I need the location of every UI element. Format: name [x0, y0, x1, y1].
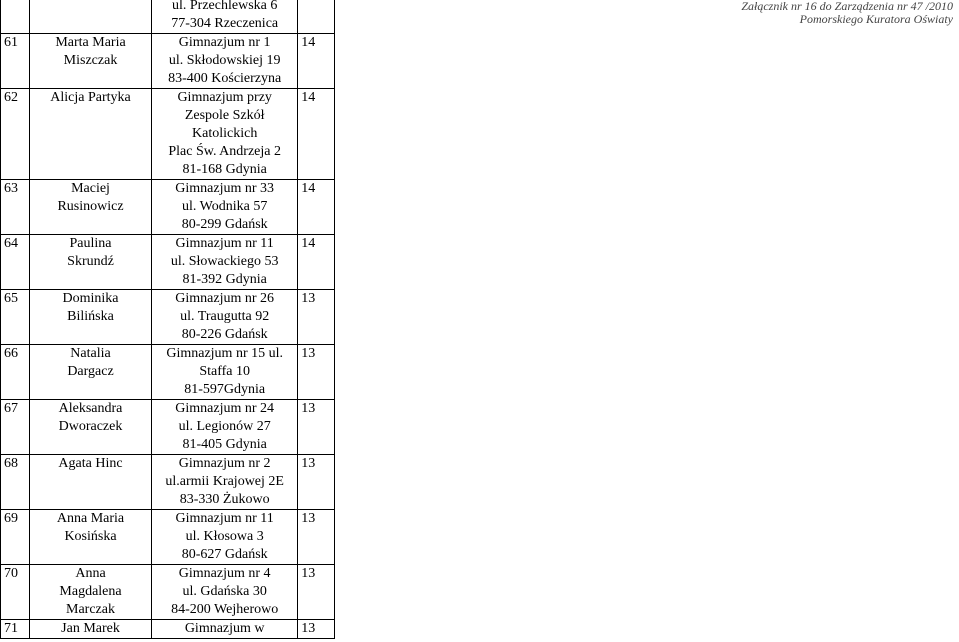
school-line: Gimnazjum nr 4	[178, 566, 271, 581]
name-cell	[29, 510, 151, 565]
name-line: Miszczak	[63, 53, 118, 68]
school-line: 83-400 Kościerzyna	[168, 71, 282, 86]
nr-cell	[1, 0, 30, 34]
nr-cell: 64	[1, 235, 30, 290]
name-cell	[29, 345, 151, 400]
school-cell	[152, 290, 298, 345]
school-line: Gimnazjum nr 1	[178, 35, 271, 50]
name-line: Dominika	[62, 291, 119, 306]
nr-cell: 63	[1, 180, 30, 235]
school-cell	[152, 34, 298, 89]
name-line: Dworaczek	[58, 419, 123, 434]
name-line: Jan Marek	[61, 621, 120, 636]
name-cell	[29, 400, 151, 455]
name-line: Magdalena	[59, 584, 122, 599]
school-line: ul. Wodnika 57	[182, 199, 268, 214]
nr-cell: 65	[1, 290, 30, 345]
name-line: Marczak	[66, 602, 115, 617]
nr-cell: 69	[1, 510, 30, 565]
school-line: 80-226 Gdańsk	[181, 327, 268, 342]
nr-cell: 61	[1, 34, 30, 89]
points-cell: 13	[298, 510, 335, 565]
school-line: 83-330 Żukowo	[179, 492, 270, 507]
name-cell	[29, 89, 151, 180]
school-line: Gimnazjum nr 33	[175, 181, 275, 196]
school-line: ul. Gdańska 30	[182, 584, 267, 599]
school-cell	[152, 0, 298, 34]
school-line: Gimnazjum nr 11	[175, 511, 274, 526]
school-line: ul. Kłosowa 3	[185, 529, 264, 544]
name-line: Anna	[75, 566, 106, 581]
table-row	[1, 345, 335, 400]
name-cell	[29, 34, 151, 89]
name-line: Kosińska	[64, 529, 117, 544]
school-line: 84-200 Wejherowo	[171, 602, 279, 617]
name-line: Natalia	[70, 346, 111, 361]
name-line: Bilińska	[67, 309, 114, 324]
table-row	[1, 455, 335, 510]
school-line: Katolickich	[192, 126, 258, 141]
school-cell	[152, 565, 298, 620]
points-cell: 13	[298, 620, 335, 639]
points-cell: 13	[298, 290, 335, 345]
points-cell: 14	[298, 89, 335, 180]
school-line: Gimnazjum nr 24	[175, 401, 275, 416]
name-cell	[29, 0, 151, 34]
nr-cell: 67	[1, 400, 30, 455]
table-row	[1, 180, 335, 235]
school-cell	[152, 400, 298, 455]
school-line: Gimnazjum w	[184, 621, 265, 636]
table-row	[1, 565, 335, 620]
page-header	[741, 0, 953, 26]
table-row	[1, 510, 335, 565]
school-line: ul.armii Krajowej 2E	[165, 474, 284, 489]
name-line: Dargacz	[67, 364, 114, 379]
table-row	[1, 400, 335, 455]
results-table-body	[1, 0, 335, 639]
points-cell: 13	[298, 565, 335, 620]
school-line: ul. Przechlewska 6	[172, 0, 278, 13]
school-line: Gimnazjum przy	[177, 90, 272, 105]
school-line: ul. Słowackiego 53	[170, 254, 279, 269]
name-cell	[29, 180, 151, 235]
nr-cell: 70	[1, 565, 30, 620]
name-line: Skrundź	[67, 254, 114, 269]
name-cell	[29, 235, 151, 290]
nr-cell: 62	[1, 89, 30, 180]
points-cell	[298, 0, 335, 34]
header-line-1: Załącznik nr 16 do Zarządzenia nr 47 /2010	[741, 0, 953, 13]
school-line: Zespole Szkół	[184, 108, 265, 123]
nr-cell: 66	[1, 345, 30, 400]
school-line: 80-627 Gdańsk	[181, 547, 268, 562]
school-cell	[152, 620, 298, 639]
points-cell: 14	[298, 235, 335, 290]
points-cell: 14	[298, 34, 335, 89]
school-line: 80-299 Gdańsk	[181, 217, 268, 232]
name-cell	[29, 290, 151, 345]
table-row-continued	[1, 0, 335, 34]
school-line: Gimnazjum nr 11	[175, 236, 274, 251]
table-row	[1, 34, 335, 89]
school-line: Gimnazjum nr 15 ul.	[166, 346, 283, 361]
points-cell: 13	[298, 400, 335, 455]
results-table	[0, 0, 335, 639]
name-line: Agata Hinc	[58, 456, 123, 471]
name-cell	[29, 565, 151, 620]
school-cell	[152, 180, 298, 235]
school-line: Staffa 10	[199, 364, 251, 379]
school-cell	[152, 235, 298, 290]
school-line: ul. Traugutta 92	[180, 309, 270, 324]
table-row	[1, 620, 335, 639]
school-cell	[152, 345, 298, 400]
points-cell: 13	[298, 455, 335, 510]
school-line: 77-304 Rzeczenica	[171, 16, 279, 31]
name-line: Marta Maria	[55, 35, 126, 50]
table-row	[1, 89, 335, 180]
name-line: Rusinowicz	[57, 199, 124, 214]
name-line: Aleksandra	[58, 401, 123, 416]
name-line: Paulina	[69, 236, 112, 251]
name-line: Alicja Partyka	[50, 90, 131, 105]
nr-cell: 68	[1, 455, 30, 510]
name-line: Anna Maria	[56, 511, 125, 526]
school-line: 81-597Gdynia	[184, 382, 266, 397]
header-line-2: Pomorskiego Kuratora Oświaty	[799, 12, 953, 26]
school-cell	[152, 510, 298, 565]
name-cell	[29, 455, 151, 510]
table-row	[1, 235, 335, 290]
table-row	[1, 290, 335, 345]
school-line: ul. Skłodowskiej 19	[168, 53, 281, 68]
school-line: Gimnazjum nr 26	[175, 291, 275, 306]
school-cell	[152, 89, 298, 180]
school-cell	[152, 455, 298, 510]
school-line: 81-392 Gdynia	[182, 272, 267, 287]
school-line: ul. Legionów 27	[178, 419, 271, 434]
school-line: 81-168 Gdynia	[182, 162, 267, 177]
name-line: Maciej	[71, 181, 110, 196]
school-line: 81-405 Gdynia	[182, 437, 267, 452]
name-cell	[29, 620, 151, 639]
nr-cell: 71	[1, 620, 30, 639]
points-cell: 13	[298, 345, 335, 400]
school-line: Gimnazjum nr 2	[178, 456, 271, 471]
school-line: Plac Św. Andrzeja 2	[168, 144, 281, 159]
points-cell: 14	[298, 180, 335, 235]
